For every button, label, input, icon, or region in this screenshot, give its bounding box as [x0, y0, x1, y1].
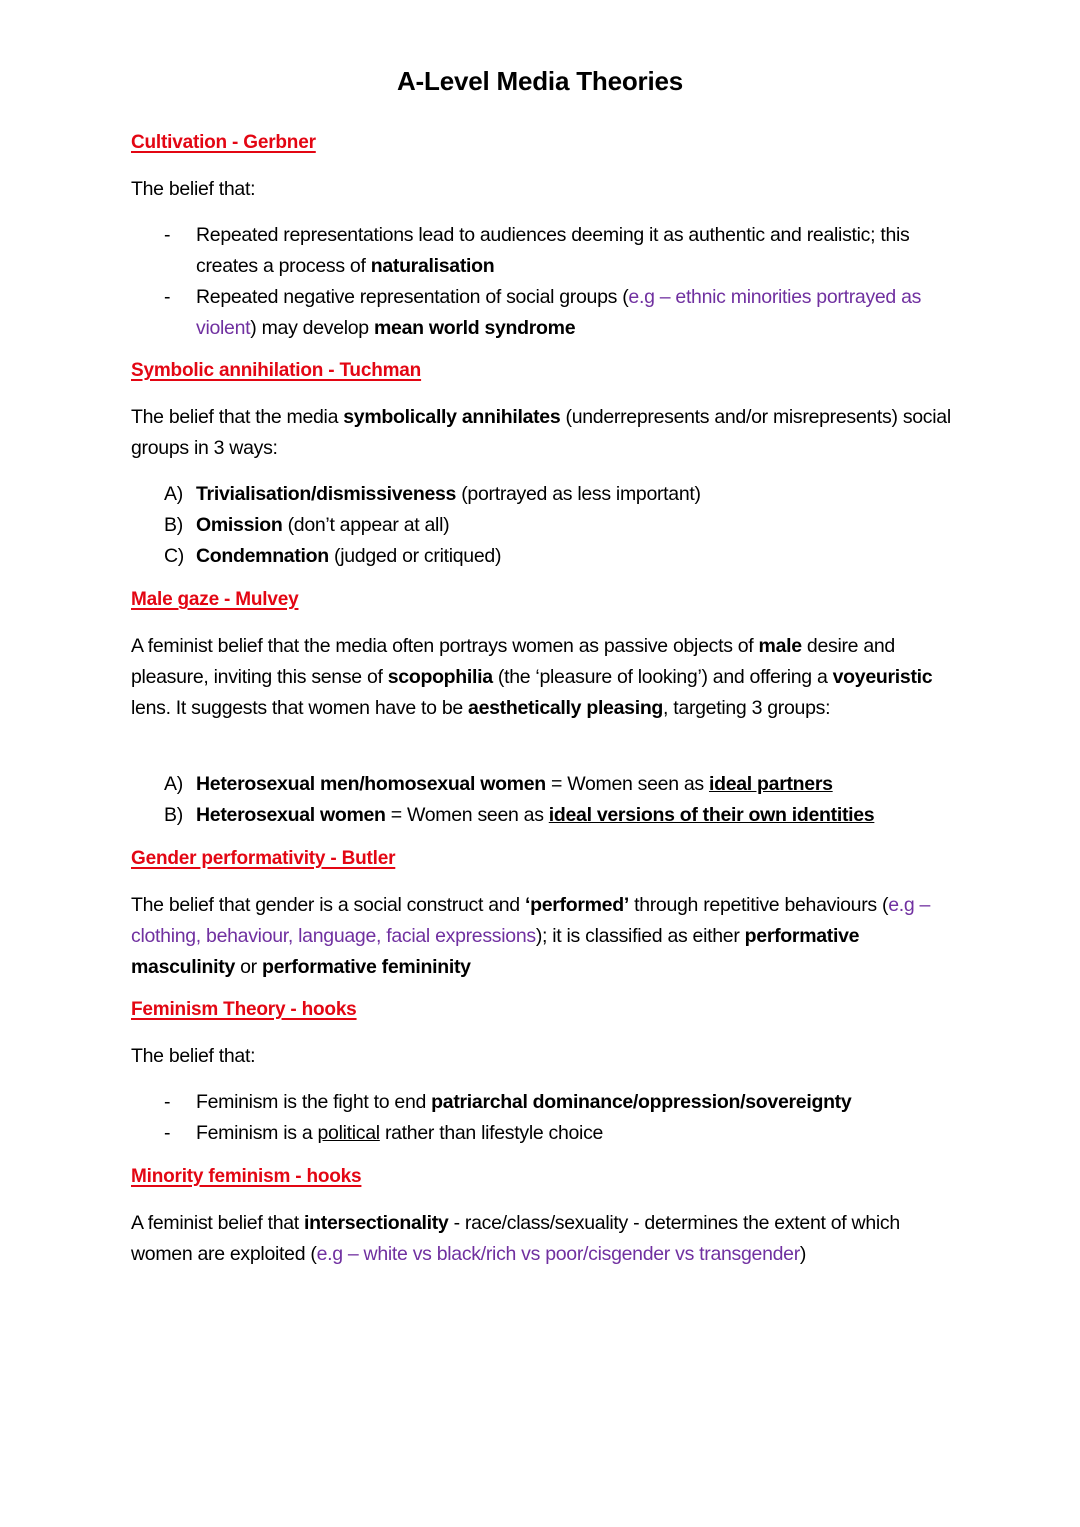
list-marker: A): [164, 483, 183, 505]
male-gaze-list: [131, 769, 961, 831]
list-item: [131, 1087, 961, 1118]
text: rather than lifestyle choice: [379, 1122, 604, 1144]
text: The belief that the media: [131, 406, 344, 428]
text: ) may develop: [250, 317, 374, 339]
dash-bullet: -: [164, 286, 171, 308]
underlined-term: ideal partners: [708, 773, 833, 795]
text: = Women seen as: [545, 773, 709, 795]
underlined-term: ideal versions of their own identities: [548, 804, 875, 826]
dash-bullet: -: [164, 224, 171, 246]
bold-term: Trivialisation/dismissiveness: [196, 483, 457, 505]
text: lens. It suggests that women have to be: [131, 697, 469, 719]
heading-male-gaze: Male gaze - Mulvey: [131, 589, 299, 610]
bold-term: voyeuristic: [832, 666, 933, 688]
bold-term: Heterosexual men/homosexual women: [196, 773, 546, 795]
bold-term: Heterosexual women: [196, 804, 386, 826]
heading-cultivation: Cultivation - Gerbner: [131, 132, 316, 153]
minority-feminism-paragraph: [131, 1208, 961, 1270]
text: (judged or critiqued): [328, 545, 502, 567]
example-text: e.g – clothing, behaviour, language, facial expressions: [131, 894, 931, 947]
text: The belief that gender is a social construct and: [131, 894, 525, 916]
gender-performativity-paragraph: [131, 890, 961, 983]
dash-bullet: -: [164, 1091, 171, 1113]
list-item: [131, 220, 961, 282]
feminism-theory-bullets: [131, 1087, 961, 1149]
bold-term: ‘performed’: [524, 894, 629, 916]
bold-term: scopophilia: [387, 666, 493, 688]
list-marker: A): [164, 773, 183, 795]
bold-term: performative femininity: [261, 956, 471, 978]
text: A feminist belief that: [131, 1212, 305, 1234]
page-title: A-Level Media Theories: [396, 66, 684, 96]
example-text: e.g – ethnic minorities portrayed as violent: [196, 286, 922, 339]
heading-gender-performativity: Gender performativity - Butler: [131, 848, 396, 869]
list-item: [131, 541, 961, 572]
dash-bullet: -: [164, 1122, 171, 1144]
list-marker: B): [164, 804, 183, 826]
text: Repeated negative representation of social groups (: [196, 286, 629, 308]
text: Feminism is the fight to end: [196, 1091, 432, 1113]
list-item: [131, 510, 961, 541]
text: (don’t appear at all): [282, 514, 450, 536]
text: (underrepresents and/or misrepresents) social groups in 3 ways:: [131, 406, 951, 459]
bold-term: male: [758, 635, 802, 657]
text: A feminist belief that the media often portrays women as passive objects of: [131, 635, 759, 657]
bold-term: intersectionality: [304, 1212, 449, 1234]
list-item: [131, 479, 961, 510]
text: ): [799, 1243, 807, 1265]
bold-term: mean world syndrome: [373, 317, 576, 339]
text: (portrayed as less important): [456, 483, 701, 505]
text: = Women seen as: [385, 804, 549, 826]
heading-symbolic-annihilation: Symbolic annihilation - Tuchman: [131, 360, 422, 381]
example-text: e.g – white vs black/rich vs poor/cisgender vs transgender: [316, 1243, 800, 1265]
text: - race/class/sexuality - determines the extent of which women are exploited (: [131, 1212, 900, 1265]
text: ); it is classified as either: [535, 925, 745, 947]
bold-term: aesthetically pleasing: [468, 697, 664, 719]
text: or: [235, 956, 262, 978]
bold-term: symbolically annihilates: [343, 406, 561, 428]
list-item: [131, 800, 961, 831]
cultivation-intro: The belief that:: [131, 178, 256, 200]
text: desire and pleasure, inviting this sense of: [131, 635, 895, 688]
bold-term: Omission: [196, 514, 283, 536]
heading-feminism-theory: Feminism Theory - hooks: [131, 999, 357, 1020]
text: , targeting 3 groups:: [663, 697, 831, 719]
bold-term: performative masculinity: [131, 925, 860, 978]
symbolic-annihilation-intro: [131, 402, 961, 464]
text: (the ‘pleasure of looking’) and offering a: [492, 666, 833, 688]
list-marker: C): [164, 545, 184, 567]
text: Repeated representations lead to audiences deeming it as authentic and realistic; this creates a process of: [196, 224, 910, 277]
text: through repetitive behaviours (: [628, 894, 889, 916]
list-item: [131, 769, 961, 800]
text: Feminism is a: [196, 1122, 318, 1144]
list-item: [131, 1118, 961, 1149]
cultivation-bullets: [131, 220, 961, 344]
underlined-term: political: [317, 1122, 380, 1144]
bold-term: patriarchal dominance/oppression/sovereignty: [431, 1091, 852, 1113]
male-gaze-paragraph: [131, 631, 961, 724]
heading-minority-feminism: Minority feminism - hooks: [131, 1166, 362, 1187]
list-item: [131, 282, 961, 344]
feminism-theory-intro: The belief that:: [131, 1045, 256, 1067]
bold-term: naturalisation: [370, 255, 495, 277]
symbolic-annihilation-list: [131, 479, 961, 572]
list-marker: B): [164, 514, 183, 536]
bold-term: Condemnation: [196, 545, 329, 567]
